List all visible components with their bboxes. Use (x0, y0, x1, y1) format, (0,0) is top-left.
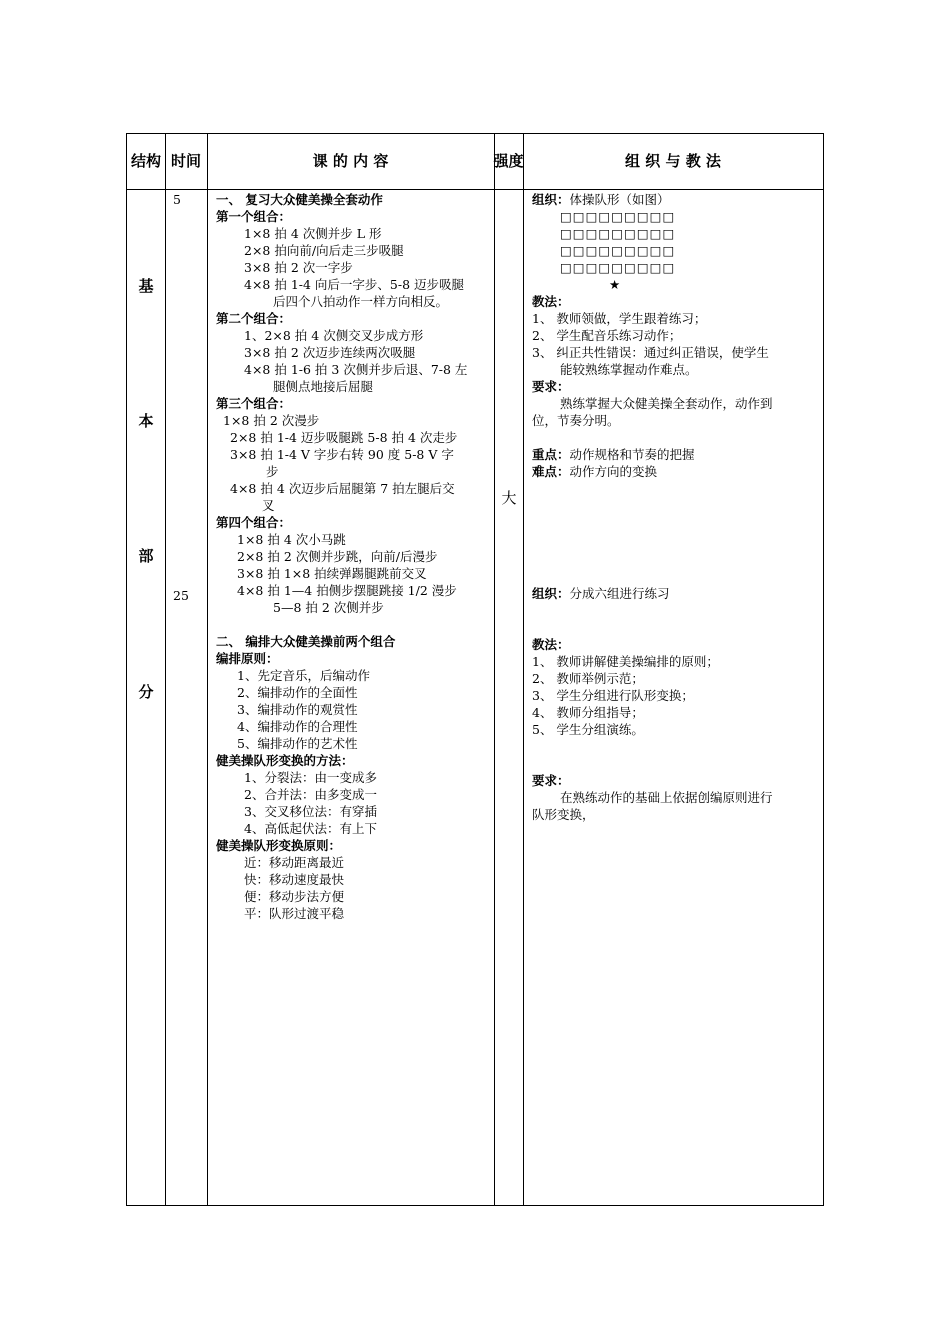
content-line: 2×8 拍 2 次侧并步跳，向前/后漫步 (237, 549, 438, 564)
method-text: 2、 教师举例示范； (532, 671, 644, 686)
teacher-star-icon: ★ (609, 277, 621, 292)
method-text: 体操队形（如图） (569, 192, 670, 207)
content-line: 近：移动距离最近 (244, 855, 345, 870)
header-structure (127, 134, 165, 189)
formation-row: □□□□□□□□□ (560, 209, 676, 224)
content-line: 快：移动速度最快 (244, 872, 345, 887)
formation-row: □□□□□□□□□ (560, 260, 676, 275)
content-line: 2、合并法：由多变成一 (244, 787, 377, 802)
content-heading: 一、 复习大众健美操全套动作 (216, 192, 383, 207)
header-time-char: 时 (170, 152, 186, 170)
content-line: 4×8 拍 1-4 向后一字步、5-8 迈步吸腿 (244, 277, 465, 292)
method-text: 3、 学生分组进行队形变换； (532, 688, 694, 703)
header-method: 组 织 与 教 法 (625, 152, 721, 170)
method-line (532, 191, 820, 208)
content-line: 1×8 拍 2 次漫步 (223, 413, 320, 428)
method-label: 难点： (532, 464, 570, 479)
method-label: 要求： (532, 773, 570, 788)
content-heading: 第三个组合： (216, 396, 292, 411)
content-line: 3×8 拍 2 次一字步 (244, 260, 353, 275)
method-line (532, 738, 820, 755)
method-line (532, 636, 820, 653)
method-text: 能较熟练掌握动作难点。 (560, 362, 698, 377)
content-heading: 健美操队形变换的方法： (216, 753, 354, 768)
table-body (127, 189, 823, 1205)
method-text: 队形变换， (532, 807, 595, 822)
content-line: 4、编排动作的合理性 (237, 719, 358, 734)
time-value: 5 (173, 192, 181, 207)
content-line: 1×8 拍 4 次侧并步 L 形 (244, 226, 382, 241)
header-content: 课 的 内 容 (312, 152, 389, 170)
method-line (532, 361, 820, 378)
method-text: 1、 教师讲解健美操编排的原则； (532, 654, 719, 669)
lesson-table (126, 133, 824, 1206)
intensity-value: 大 (501, 489, 517, 507)
method-text: 3、 纠正共性错误：通过纠正错误，使学生 (532, 345, 769, 360)
content-heading: 第一个组合： (216, 209, 292, 224)
content-line: 平：队形过渡平稳 (244, 906, 345, 921)
content-line: 5—8 拍 2 次侧并步 (273, 600, 384, 615)
content-heading: 健美操队形变换原则： (216, 838, 342, 853)
content-line: 4×8 拍 1—4 拍侧步摆腿跳接 1/2 漫步 (237, 583, 457, 598)
content-line: 4、高低起伏法：有上下 (244, 821, 377, 836)
method-text: 分成六组进行练习 (569, 586, 670, 601)
header-structure-char: 构 (146, 152, 162, 170)
method-text: 4、 教师分组指导； (532, 705, 644, 720)
content-line: 腿侧点地接后屈腿 (273, 379, 374, 394)
method-text: 动作规格和节奏的把握 (569, 447, 695, 462)
method-line (532, 412, 820, 429)
method-line (532, 670, 820, 687)
method-line (532, 755, 820, 772)
method-text: 熟练掌握大众健美操全套动作，动作到 (560, 396, 773, 411)
content-line: 1×8 拍 4 次小马跳 (237, 532, 346, 547)
method-line (532, 344, 820, 361)
method-text: 1、 教师领做，学生跟着练习； (532, 311, 707, 326)
method-line (532, 789, 820, 806)
lesson-content (216, 191, 491, 922)
formation-row: □□□□□□□□□ (560, 243, 676, 258)
method-line (532, 429, 820, 446)
method-label: 重点： (532, 447, 570, 462)
content-line: 2、编排动作的全面性 (237, 685, 358, 700)
header-structure-char: 结 (130, 152, 146, 170)
content-line: 2×8 拍向前/向后走三步吸腿 (244, 243, 404, 258)
method-text: 位，节奏分明。 (532, 413, 620, 428)
formation-row: □□□□□□□□□ (560, 226, 676, 241)
method-label: 教法： (532, 637, 570, 652)
method-line (532, 806, 820, 823)
method-text: 5、 学生分组演练。 (532, 722, 644, 737)
content-line: 3×8 拍 2 次迈步连续两次吸腿 (244, 345, 416, 360)
method-text: 动作方向的变换 (569, 464, 658, 479)
content-line: 1、2×8 拍 4 次侧交叉步成方形 (244, 328, 424, 343)
method-line (532, 772, 820, 789)
method-line (532, 619, 820, 636)
method-line (532, 687, 820, 704)
structure-char: 基 (138, 277, 154, 295)
method-label: 要求： (532, 379, 570, 394)
method-line (532, 378, 820, 395)
content-line: 后四个八拍动作一样方向相反。 (273, 294, 449, 309)
content-line (216, 616, 491, 633)
header-intensity-char: 度 (508, 152, 524, 170)
method-line (532, 602, 820, 619)
method-text: 在熟练动作的基础上依据创编原则进行 (560, 790, 773, 805)
header-intensity-char: 强 (493, 152, 509, 170)
method-line (532, 446, 820, 463)
content-line: 4×8 拍 1-6 拍 3 次侧并步后退、7-8 左 (244, 362, 468, 377)
method-line (532, 721, 820, 738)
method-line (532, 704, 820, 721)
method-line (532, 310, 820, 327)
structure-char: 部 (138, 547, 154, 565)
table-header (127, 134, 823, 190)
method-line (532, 395, 820, 412)
method-line (532, 327, 820, 344)
header-time (165, 134, 207, 189)
content-line: 叉 (262, 498, 275, 513)
method-organization-1 (532, 191, 820, 480)
content-heading: 第二个组合： (216, 311, 292, 326)
method-line (532, 653, 820, 670)
content-line: 3×8 拍 1×8 拍续弹踢腿跳前交叉 (237, 566, 427, 581)
method-line (532, 293, 820, 310)
content-heading: 第四个组合： (216, 515, 292, 530)
header-intensity (494, 134, 523, 189)
method-label: 教法： (532, 294, 570, 309)
header-time-char: 间 (186, 152, 202, 170)
content-line: 1、分裂法：由一变成多 (244, 770, 377, 785)
method-label: 组织： (532, 586, 570, 601)
content-heading: 编排原则： (216, 651, 279, 666)
structure-char: 本 (138, 412, 154, 430)
content-line: 3、编排动作的观赏性 (237, 702, 358, 717)
method-line (532, 585, 820, 602)
content-line: 便：移动步法方便 (244, 889, 345, 904)
content-line: 2×8 拍 1-4 迈步吸腿跳 5-8 拍 4 次走步 (230, 430, 458, 445)
content-line: 4×8 拍 4 次迈步后屈腿第 7 拍左腿后交 (230, 481, 455, 496)
method-text: 2、 学生配音乐练习动作； (532, 328, 682, 343)
method-line (532, 463, 820, 480)
content-line: 3×8 拍 1-4 V 字步右转 90 度 5-8 V 字 (230, 447, 454, 462)
content-line: 步 (266, 464, 279, 479)
content-line: 3、交叉移位法：有穿插 (244, 804, 377, 819)
content-line: 5、编排动作的艺术性 (237, 736, 358, 751)
content-line: 1、先定音乐，后编动作 (237, 668, 370, 683)
method-label: 组织： (532, 192, 570, 207)
time-value: 25 (173, 588, 189, 603)
method-organization-2 (532, 585, 820, 823)
content-heading: 二、 编排大众健美操前两个组合 (216, 634, 396, 649)
structure-char: 分 (138, 683, 154, 701)
structure-column (127, 189, 165, 1205)
